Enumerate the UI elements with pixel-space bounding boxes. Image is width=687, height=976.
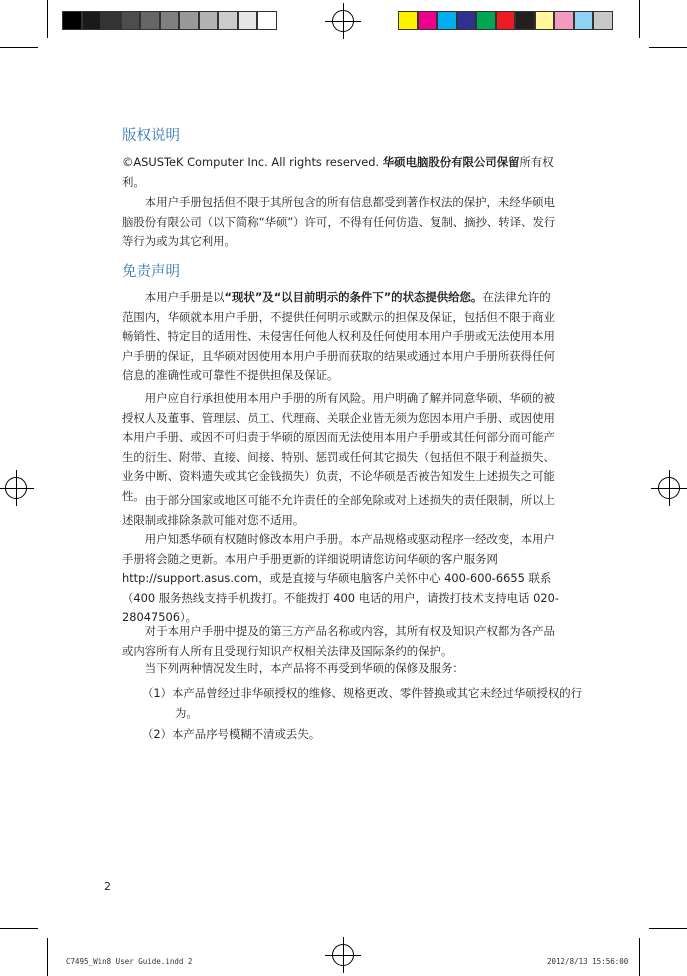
registration-mark-left — [0, 470, 34, 506]
color-swatch — [476, 11, 496, 30]
disclaimer-paragraph-1 — [122, 288, 560, 386]
copyright-heading: 版权说明 — [122, 128, 180, 144]
gray-swatch — [179, 11, 199, 30]
color-swatch — [437, 11, 457, 30]
registration-mark-right — [651, 470, 687, 506]
gray-swatch — [257, 11, 277, 30]
disclaimer-p1-rest: 在法律允许的范围内，华硕就本用户手册，不提供任何明示或默示的担保及保证，包括但不限于商业畅销性、特定目的适用性、未侵害任何他人权利及任何使用本用户手册或无法使用本用户手册的保证，且华硕对因使用本用户手册而获取的结果或通过本用户手册所获得任何信息的准确性或可靠性不提供担保及保证。 — [122, 290, 555, 382]
disclaimer-paragraph-3: 由于部分国家或地区可能不允许责任的全部免除或对上述损失的责任限制，所以上述限制或排除条款可能对您不适用。 — [122, 493, 555, 527]
disclaimer-list-item-1: （1）本产品曾经过非华硕授权的维修、规格更改、零件替换或其它未经过华硕授权的行为。 — [142, 686, 583, 720]
crop-mark-bottom-left-h — [0, 928, 38, 929]
gray-swatch — [121, 11, 141, 30]
disclaimer-list-item-2: （2）本产品序号模糊不清或丢失。 — [142, 727, 321, 741]
crop-mark-top-right-v — [639, 0, 640, 38]
page-number: 2 — [104, 880, 111, 893]
color-swatch — [554, 11, 574, 30]
disclaimer-p1-prefix: 本用户手册是以 — [144, 290, 225, 304]
copyright-line-suffix: 所有权利。 — [122, 155, 554, 189]
color-swatch — [457, 11, 477, 30]
slug-date: 2012/8/13 15:56:00 — [547, 957, 629, 966]
gray-swatch — [238, 11, 258, 30]
copyright-paragraph: 本用户手册包括但不限于其所包含的所有信息都受到著作权法的保护，未经华硕电脑股份有限公司（以下简称“华硕”）许可，不得有任何仿造、复制、摘抄、转译、发行等行为或为其它利用。 — [122, 195, 556, 248]
color-swatch — [574, 11, 594, 30]
disclaimer-paragraph-4: 用户知悉华硕有权随时修改本用户手册。本产品规格或驱动程序一经改变，本用户手册将会随之更新。本用户手册更新的详细说明请您访问华硕的客户服务网 http://support.asus.com，或是直接与华硕电脑客户关怀中心 400-600-6655 联系（400 服务热线支持手机拨打。不能拨打 400 电话的用户，请拨打技术支持电话 020-28047506）。 — [122, 532, 559, 624]
registration-mark-bottom — [325, 937, 361, 973]
copyright-line-bold: 华硕电脑股份有限公司保留 — [382, 155, 520, 169]
disclaimer-paragraph-5: 对于本用户手册中提及的第三方产品名称或内容，其所有权及知识产权都为各产品或内容所有人所有且受现行知识产权相关法律及国际条约的保护。 — [122, 624, 555, 658]
color-swatch-strip — [398, 11, 613, 30]
crop-mark-bottom-right-h — [649, 928, 687, 929]
gray-swatch — [160, 11, 180, 30]
disclaimer-heading: 免责声明 — [122, 264, 180, 280]
gray-swatch — [101, 11, 121, 30]
copyright-line-prefix: ©ASUSTeK Computer Inc. All rights reserved. — [122, 155, 383, 169]
disclaimer-p1-bold: “现状”及“以目前明示的条件下”的状态提供给您。 — [224, 290, 483, 304]
gray-swatch — [218, 11, 238, 30]
color-swatch — [398, 11, 418, 30]
color-swatch — [418, 11, 438, 30]
color-swatch — [496, 11, 516, 30]
registration-mark-top — [325, 3, 361, 39]
color-swatch — [515, 11, 535, 30]
gray-swatch — [82, 11, 102, 30]
crop-mark-bottom-left-v — [47, 938, 48, 976]
color-swatch — [593, 11, 613, 30]
gray-swatch — [199, 11, 219, 30]
color-swatch — [535, 11, 555, 30]
crop-mark-bottom-right-v — [639, 938, 640, 976]
crop-mark-top-left-v — [47, 0, 48, 38]
gray-swatch — [140, 11, 160, 30]
crop-mark-top-right-h — [649, 47, 687, 48]
gray-swatch-strip — [62, 11, 277, 30]
disclaimer-paragraph-2: 用户应自行承担使用本用户手册的所有风险。用户明确了解并同意华硕、华硕的被授权人及董事、管理层、员工、代理商、关联企业皆无须为您因本用户手册、或因使用本用户手册、或因不可归责于华硕的原因而无法使用本用户手册或其任何部分而可能产生的衍生、附带、直接、间接、特别、惩罚或任何其它损失（包括但不限于利益损失、业务中断、资料遗失或其它金钱损失）负责，不论华硕是否被告知发生上述损失之可能性。 — [122, 391, 555, 503]
crop-mark-top-left-h — [0, 47, 38, 48]
gray-swatch — [62, 11, 82, 30]
slug-file: C7495_Win8 User Guide.indd 2 — [66, 957, 193, 966]
copyright-line — [122, 153, 560, 192]
disclaimer-paragraph-6: 当下列两种情况发生时，本产品将不再受到华硕的保修及服务： — [144, 661, 464, 675]
